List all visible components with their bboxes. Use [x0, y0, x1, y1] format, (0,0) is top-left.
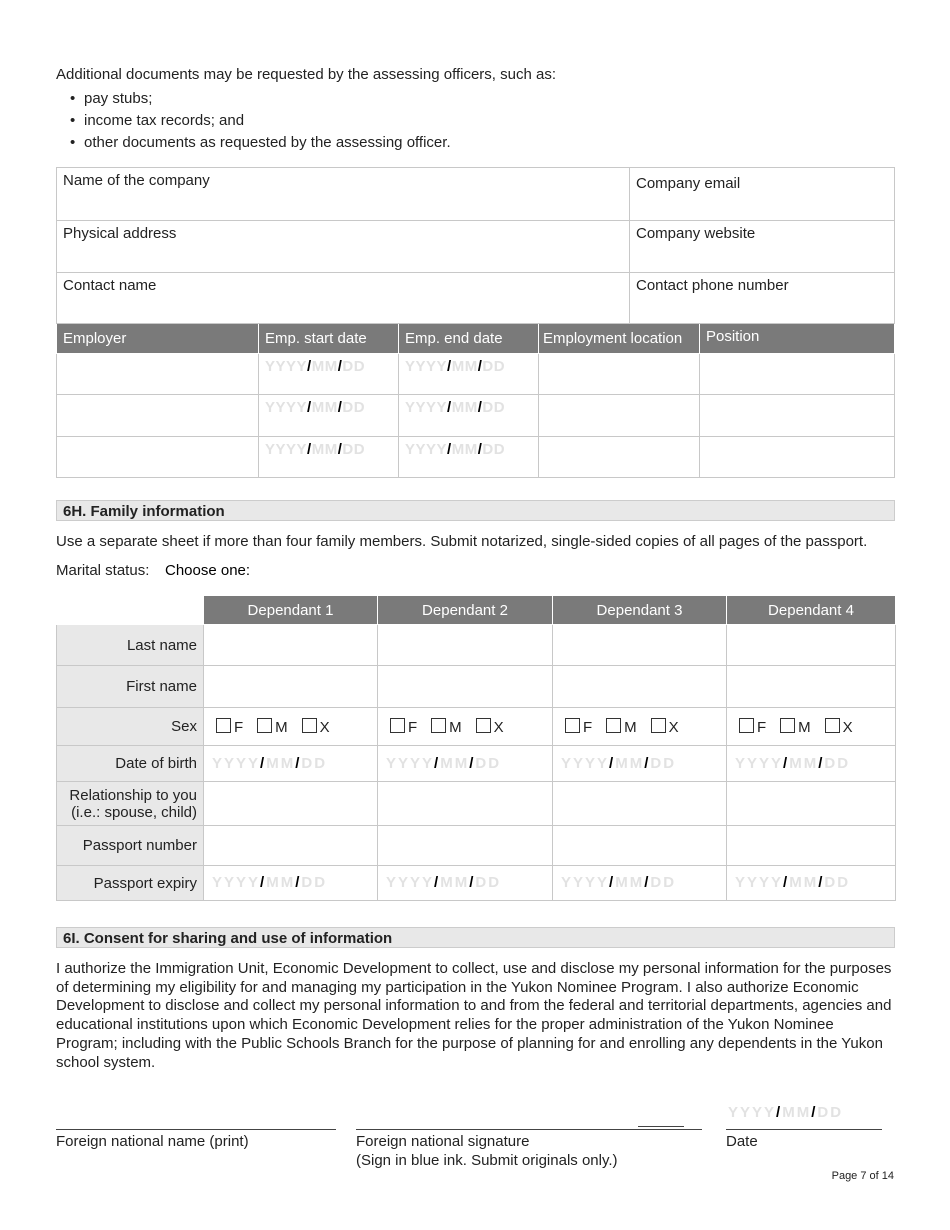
dob-label: Date of birth: [57, 746, 204, 782]
table-row: [57, 395, 895, 437]
page-number: Page 7 of 14: [831, 1170, 894, 1182]
checkbox-icon[interactable]: [216, 718, 231, 733]
signature-date-input[interactable]: YYYY/MM/DD: [728, 1104, 844, 1121]
sex-label: Sex: [57, 708, 204, 746]
intro-text: Additional documents may be requested by the assessing officers, such as:: [56, 66, 557, 83]
row-last-name: [57, 625, 896, 666]
consent-text: I authorize the Immigration Unit, Economic Development to collect, use and disclose my personal information for the purposes of determining my eligibility for and managing my participation in the Yukon Nominee Program. I also authorize Economic Development to disclose and collect my personal information to and from the federal and territorial departments, agencies and educational institutions upon which Economic Development relies for the proper administration of the Yukon Nominee Program; including with the Public Schools Branch for the purpose of planning for and enrolling any dependents in the Yukon school system.: [56, 960, 892, 1071]
row-relationship: [57, 782, 896, 826]
first-name-input[interactable]: [727, 666, 896, 708]
checkbox-icon[interactable]: [302, 718, 317, 733]
marital-status-label: Marital status:: [56, 562, 150, 579]
row-date-of-birth: [57, 746, 896, 782]
list-item: • income tax records; and: [70, 110, 451, 132]
dob-input[interactable]: YYYY/MM/DD: [727, 746, 896, 782]
sex-options: [727, 708, 896, 746]
table-row: [57, 354, 895, 395]
sex-m-option[interactable]: M: [606, 718, 637, 736]
end-date-cell[interactable]: YYYY/MM/DD: [399, 395, 539, 437]
position-cell[interactable]: [700, 437, 895, 478]
col-end-date: Emp. end date: [399, 324, 539, 354]
last-name-input[interactable]: [378, 625, 553, 666]
passport-number-input[interactable]: [553, 826, 727, 866]
first-name-input[interactable]: [204, 666, 378, 708]
sex-f-option[interactable]: F: [565, 718, 592, 736]
sex-f-option[interactable]: F: [739, 718, 766, 736]
col-employer: Employer: [57, 324, 259, 354]
end-date-cell[interactable]: YYYY/MM/DD: [399, 437, 539, 478]
last-name-input[interactable]: [727, 625, 896, 666]
sex-options: [553, 708, 727, 746]
col-dependant-1: Dependant 1: [204, 596, 378, 625]
col-start-date: Emp. start date: [259, 324, 399, 354]
sex-m-option[interactable]: M: [257, 718, 288, 736]
signature-line: [356, 1129, 702, 1130]
row-passport-expiry: [57, 866, 896, 901]
position-cell[interactable]: [700, 354, 895, 395]
list-item: • pay stubs;: [70, 88, 451, 110]
checkbox-icon[interactable]: [431, 718, 446, 733]
sex-x-option[interactable]: X: [651, 718, 679, 736]
document-list: [70, 88, 451, 154]
relationship-input[interactable]: [204, 782, 378, 826]
location-cell[interactable]: [539, 395, 700, 437]
marital-status-select[interactable]: Choose one:: [165, 562, 251, 579]
signature-line-mark: [638, 1126, 684, 1127]
family-corner: [57, 596, 204, 625]
employer-cell[interactable]: [57, 437, 259, 478]
dob-input[interactable]: YYYY/MM/DD: [378, 746, 553, 782]
signature-field[interactable]: Foreign national signature: [356, 1133, 530, 1150]
checkbox-icon[interactable]: [476, 718, 491, 733]
start-date-cell[interactable]: YYYY/MM/DD: [259, 437, 399, 478]
dob-input[interactable]: YYYY/MM/DD: [204, 746, 378, 782]
relationship-input[interactable]: [553, 782, 727, 826]
col-position: Position: [700, 324, 895, 354]
section-6i-header: 6I. Consent for sharing and use of information: [56, 927, 895, 948]
checkbox-icon[interactable]: [565, 718, 580, 733]
family-instructions: Use a separate sheet if more than four family members. Submit notarized, single-sided copies of all pages of the passport.: [56, 533, 868, 550]
sex-options: [204, 708, 378, 746]
location-cell[interactable]: [539, 437, 700, 478]
name-line: [56, 1129, 336, 1130]
checkbox-icon[interactable]: [390, 718, 405, 733]
col-dependant-4: Dependant 4: [727, 596, 896, 625]
checkbox-icon[interactable]: [780, 718, 795, 733]
sex-m-option[interactable]: M: [780, 718, 811, 736]
table-row: [57, 437, 895, 478]
relationship-label: Relationship to you (i.e.: spouse, child): [57, 782, 204, 826]
sex-options: [378, 708, 553, 746]
passport-expiry-input[interactable]: YYYY/MM/DD: [378, 866, 553, 901]
checkbox-icon[interactable]: [739, 718, 754, 733]
last-name-label: Last name: [57, 625, 204, 666]
col-location: Employment location: [539, 324, 700, 354]
sex-f-option[interactable]: F: [216, 718, 243, 736]
company-website-field[interactable]: Company website: [630, 221, 895, 273]
row-sex: [57, 708, 896, 746]
date-label: Date: [726, 1133, 758, 1150]
signature-note: (Sign in blue ink. Submit originals only.): [356, 1152, 618, 1169]
passport-expiry-label: Passport expiry: [57, 866, 204, 901]
checkbox-icon[interactable]: [257, 718, 272, 733]
col-dependant-3: Dependant 3: [553, 596, 727, 625]
passport-number-label: Passport number: [57, 826, 204, 866]
sex-x-option[interactable]: X: [476, 718, 504, 736]
date-line: [726, 1129, 882, 1130]
sex-m-option[interactable]: M: [431, 718, 462, 736]
first-name-input[interactable]: [378, 666, 553, 708]
col-dependant-2: Dependant 2: [378, 596, 553, 625]
first-name-label: First name: [57, 666, 204, 708]
checkbox-icon[interactable]: [606, 718, 621, 733]
passport-expiry-input[interactable]: YYYY/MM/DD: [204, 866, 378, 901]
passport-number-input[interactable]: [727, 826, 896, 866]
checkbox-icon[interactable]: [825, 718, 840, 733]
last-name-input[interactable]: [204, 625, 378, 666]
section-6h-header: 6H. Family information: [56, 500, 895, 521]
checkbox-icon[interactable]: [651, 718, 666, 733]
employer-cell[interactable]: [57, 395, 259, 437]
passport-expiry-input[interactable]: YYYY/MM/DD: [553, 866, 727, 901]
company-email-field[interactable]: Company email: [630, 168, 895, 221]
sex-x-option[interactable]: X: [302, 718, 330, 736]
relationship-input[interactable]: [727, 782, 896, 826]
last-name-input[interactable]: [553, 625, 727, 666]
sex-f-option[interactable]: F: [390, 718, 417, 736]
passport-expiry-input[interactable]: YYYY/MM/DD: [727, 866, 896, 901]
row-passport-number: [57, 826, 896, 866]
name-print-field[interactable]: Foreign national name (print): [56, 1133, 249, 1150]
physical-address-field[interactable]: Physical address: [57, 221, 630, 273]
dob-input[interactable]: YYYY/MM/DD: [553, 746, 727, 782]
row-first-name: [57, 666, 896, 708]
sex-x-option[interactable]: X: [825, 718, 853, 736]
relationship-input[interactable]: [378, 782, 553, 826]
start-date-cell[interactable]: YYYY/MM/DD: [259, 354, 399, 395]
passport-number-input[interactable]: [204, 826, 378, 866]
position-cell[interactable]: [700, 395, 895, 437]
contact-phone-field[interactable]: Contact phone number: [630, 273, 895, 324]
passport-number-input[interactable]: [378, 826, 553, 866]
company-name-field[interactable]: Name of the company: [57, 168, 630, 221]
contact-name-field[interactable]: Contact name: [57, 273, 630, 324]
employment-table: [56, 167, 895, 478]
end-date-cell[interactable]: YYYY/MM/DD: [399, 354, 539, 395]
location-cell[interactable]: [539, 354, 700, 395]
family-table: [56, 595, 896, 901]
employer-cell[interactable]: [57, 354, 259, 395]
start-date-cell[interactable]: YYYY/MM/DD: [259, 395, 399, 437]
list-item: • other documents as requested by the assessing officer.: [70, 132, 451, 154]
first-name-input[interactable]: [553, 666, 727, 708]
